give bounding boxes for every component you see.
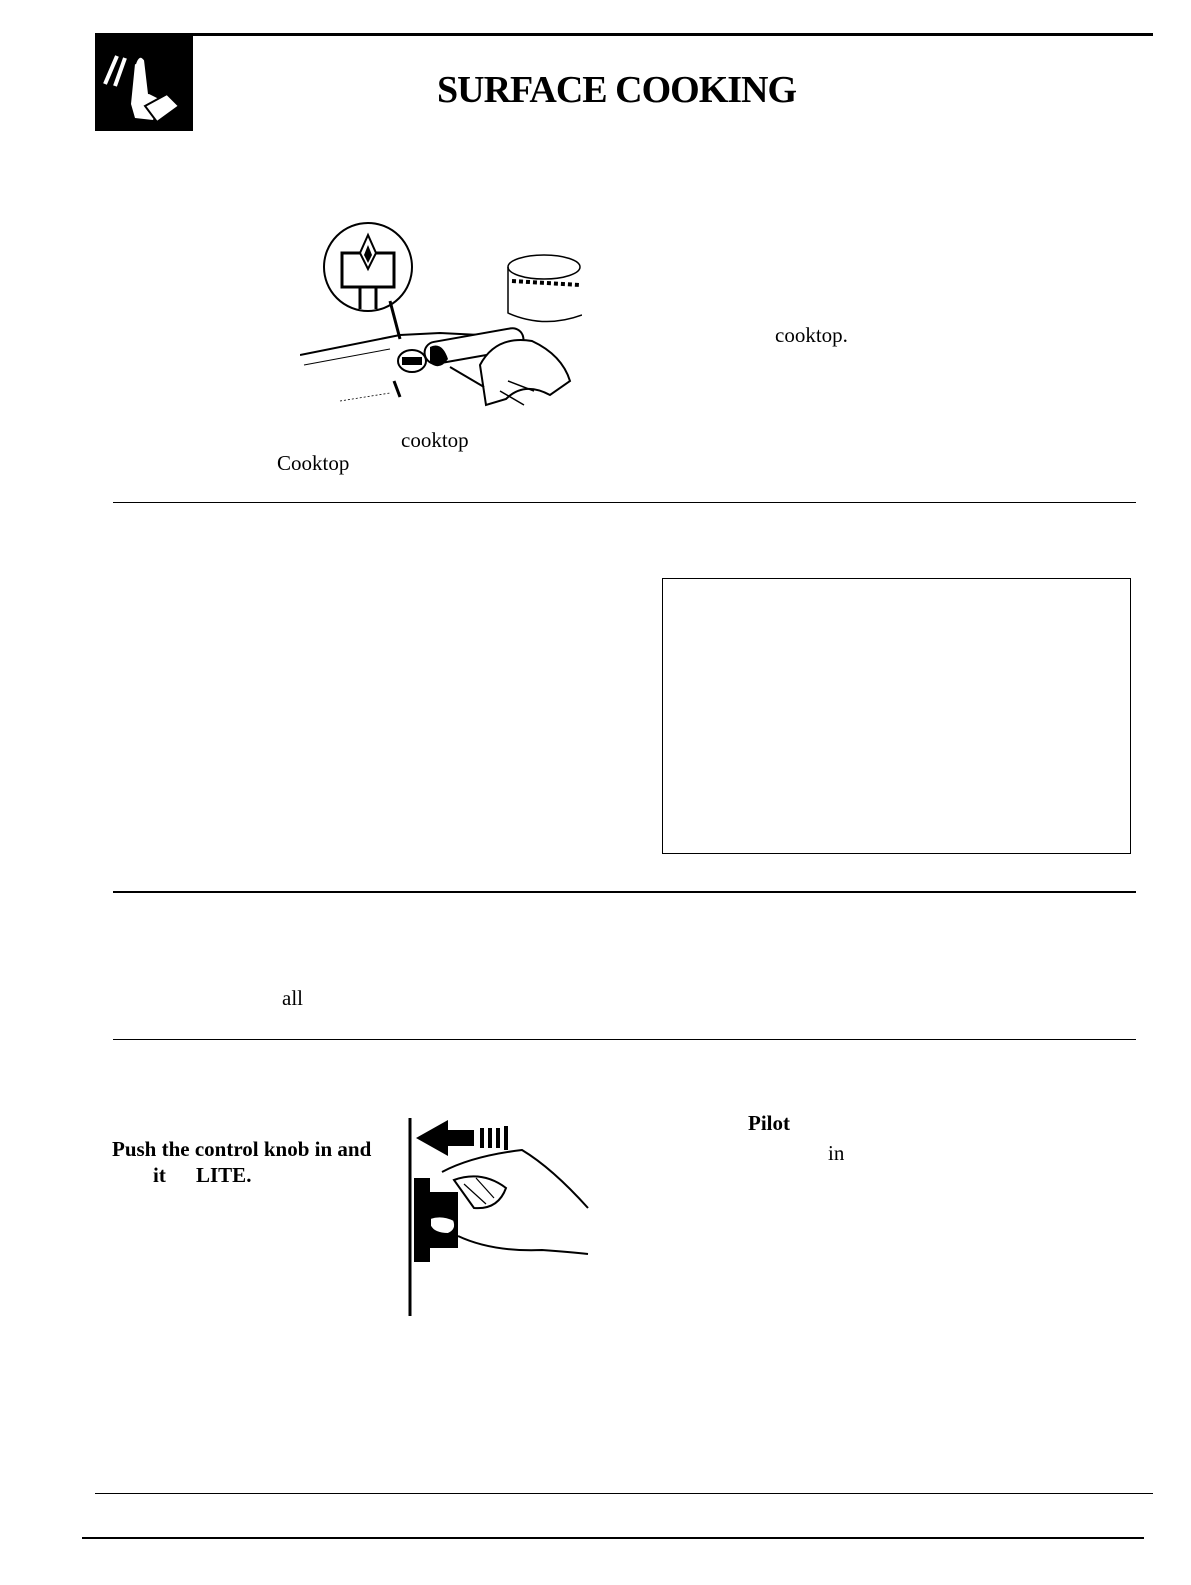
header-top-rule bbox=[95, 33, 1153, 36]
word-pilot: Pilot bbox=[748, 1111, 790, 1135]
right-cooktop-word: cooktop. bbox=[775, 323, 848, 347]
section-divider-1 bbox=[113, 502, 1136, 503]
footer-rule-1 bbox=[95, 1493, 1153, 1494]
caption-cooktop-capital-word: Cooktop bbox=[277, 451, 350, 475]
header bbox=[0, 0, 1191, 140]
section-divider-2 bbox=[113, 891, 1136, 893]
caption-cooktop-word: cooktop bbox=[401, 428, 469, 452]
push-knob-illustration bbox=[402, 1118, 590, 1316]
instruction-word-lite: LITE. bbox=[196, 1163, 252, 1187]
notice-box bbox=[662, 578, 1131, 854]
cooktop-pilot-illustration bbox=[300, 205, 582, 415]
page-title: SURFACE COOKING bbox=[437, 69, 797, 111]
instruction-line-1: Push the control knob in and bbox=[112, 1137, 372, 1161]
word-all: all bbox=[282, 986, 303, 1010]
hand-pressing-button-icon bbox=[95, 34, 193, 131]
section-divider-3 bbox=[113, 1039, 1136, 1040]
word-in: in bbox=[828, 1141, 845, 1165]
instruction-word-it: it bbox=[153, 1163, 166, 1187]
footer-rule-2 bbox=[82, 1537, 1144, 1539]
